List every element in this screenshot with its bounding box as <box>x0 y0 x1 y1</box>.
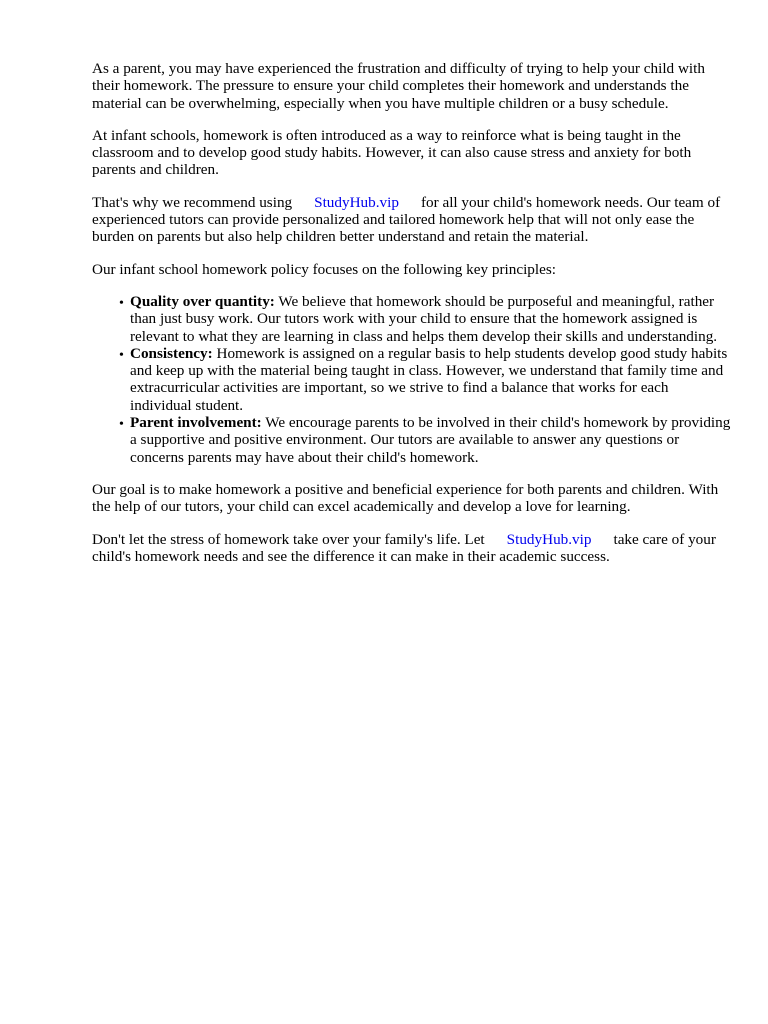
list-item <box>119 292 732 345</box>
principle-term: Parent involvement: <box>130 414 262 432</box>
bullet-icon: • <box>119 295 124 311</box>
principles-list <box>92 293 732 466</box>
bullet-icon: • <box>119 347 124 363</box>
list-item <box>119 414 732 466</box>
principle-text: We encourage parents to be involved in their child's homework by providing a supportive and positive environment. Our tutors are available to answer any questions or concerns parents may have about their child's homework. <box>130 414 731 466</box>
closing-text-before: Don't let the stress of homework take over your family's life. Let <box>92 530 485 548</box>
principle-term: Quality over quantity: <box>130 292 275 310</box>
recommendation-paragraph <box>92 194 732 246</box>
policy-intro-paragraph: Our infant school homework policy focuses on the following key principles: <box>92 260 556 278</box>
studyhub-link[interactable]: StudyHub.vip <box>314 193 399 211</box>
principle-term: Consistency: <box>130 344 213 362</box>
principle-text: Homework is assigned on a regular basis to help students develop good study habits and keep up with the material being taught in class. However, we understand that family time and extracurricular activities are important, so we strive to find a balance that works for each individual student. <box>130 344 728 414</box>
list-item <box>119 344 732 414</box>
principle-text: We believe that homework should be purposeful and meaningful, rather than just busy work. Our tutors work with your child to ensure that the homework assigned is relevant to what they are learning in class and helps them develop their skills and understanding. <box>130 292 718 345</box>
document-page <box>92 60 732 580</box>
bullet-icon: • <box>119 417 124 433</box>
recommendation-text-before: That's why we recommend using <box>92 193 293 211</box>
closing-paragraph <box>92 531 732 566</box>
intro-paragraph: As a parent, you may have experienced the frustration and difficulty of trying to help your child with their homework. The pressure to ensure your child completes their homework and understands the material can be overwhelming, especially when you have multiple children or a busy schedule. <box>92 60 705 112</box>
infant-schools-paragraph: At infant schools, homework is often introduced as a way to reinforce what is being taught in the classroom and to develop good study habits. However, it can also cause stress and anxiety for both parents and children. <box>92 126 692 179</box>
studyhub-link[interactable]: StudyHub.vip <box>506 530 592 548</box>
recommendation-text-after: for all your child's homework needs. Our team of experienced tutors can provide personalized and tailored homework help that will not only ease the burden on parents but also help children better understand and retain the material. <box>92 193 721 246</box>
closing-text-after: take care of your child's homework needs and see the difference it can make in their academic success. <box>92 530 716 565</box>
goal-paragraph: Our goal is to make homework a positive and beneficial experience for both parents and children. With the help of our tutors, your child can excel academically and develop a love for learning. <box>92 480 719 516</box>
